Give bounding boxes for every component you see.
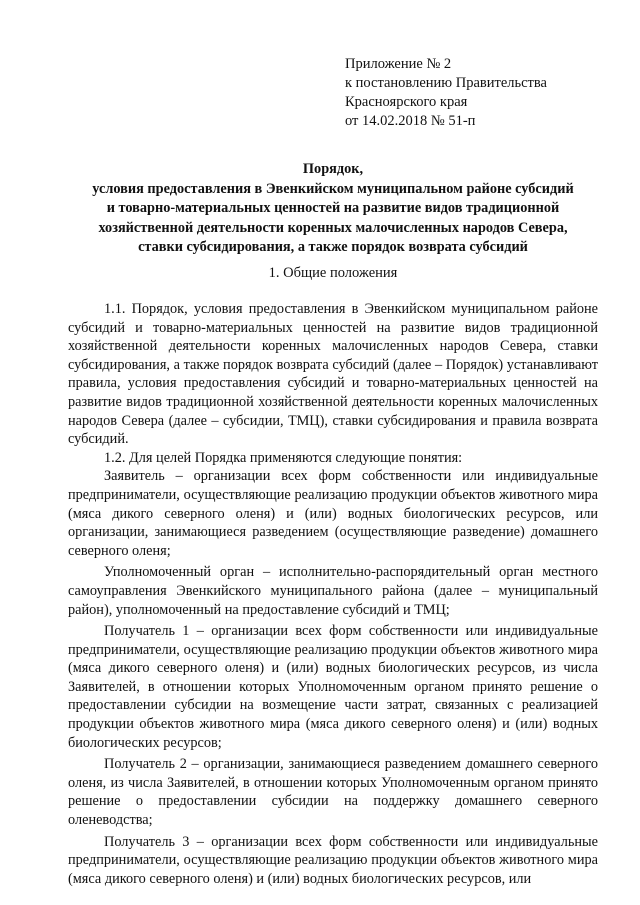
appendix-line-4: от 14.02.2018 № 51-п <box>345 113 476 129</box>
appendix-line-2: к постановлению Правительства <box>345 75 547 91</box>
definition-recipient-1: Получатель 1 – организации всех форм собственности или индивидуальные предприниматели, осуществляющие реализацию продукции объектов животного мира (мяса дикого северного оленя) и (или) водных биологических ресурсов, из числа Заявителей, в отношении которых Уполномоченным органом принято решение о предоставлении субсидии на возмещение части затрат, связанных с реализацией продукции объектов животного мира (мяса дикого северного оленя) и (или) водных биологических ресурсов; <box>68 623 598 751</box>
title-line-2: и товарно-материальных ценностей на развитие видов традиционной <box>106 200 560 217</box>
paragraph-1-2: 1.2. Для целей Порядка применяются следующие понятия: <box>104 449 463 466</box>
appendix-line-1: Приложение № 2 <box>345 56 452 72</box>
title-line-3: хозяйственной деятельности коренных малочисленных народов Севера, <box>98 219 568 236</box>
title-line-4: ставки субсидирования, а также порядок возврата субсидий <box>138 238 528 255</box>
definition-recipient-3: Получатель 3 – организации всех форм собственности или индивидуальные предприниматели, осуществляющие реализацию продукции объектов животного мира (мяса дикого северного оленя) и (или) водных биологических ресурсов, или <box>68 833 598 887</box>
title-line-1: условия предоставления в Эвенкийском муниципальном районе субсидий <box>92 181 574 198</box>
definition-recipient-2: Получатель 2 – организации, занимающиеся разведением домашнего северного оленя, из числа Заявителей, в отношении которых Уполномоченным органом принято решение о предоставлении субсидии на поддержку домашнего северного оленеводства; <box>68 756 598 829</box>
paragraph-1-1: 1.1. Порядок, условия предоставления в Эвенкийском муниципальном районе субсидий и товарно-материальных ценностей на развитие видов традиционной хозяйственной деятельности коренных малочисленных народов Севера, ставки субсидирования, а также порядок возврата субсидий (далее – Порядок) устанавливают правила, условия предоставления субсидий и товарно-материальных ценностей на развитие видов традиционной хозяйственной деятельности коренных малочисленных народов Севера (далее – субсидии, ТМЦ), ставки субсидирования и правила возврата субсидий. <box>68 301 598 448</box>
definition-authorized-body: Уполномоченный орган – исполнительно-распорядительный орган местного самоуправления Эвенкийского муниципального района (далее – муниципальный район), уполномоченный на предоставление субсидий и ТМЦ; <box>68 564 598 618</box>
definition-applicant: Заявитель – организации всех форм собственности или индивидуальные предприниматели, осуществляющие реализацию продукции объектов животного мира (мяса дикого северного оленя) и (или) водных биологических ресурсов, или организации, занимающиеся разведением (осуществляющие разведение) домашнего северного оленя; <box>68 468 598 559</box>
document-body <box>68 300 598 888</box>
document-title <box>68 160 598 257</box>
appendix-line-3: Красноярского края <box>345 94 468 110</box>
section-heading: 1. Общие положения <box>268 265 398 281</box>
appendix-block <box>345 55 547 131</box>
title-heading: Порядок, <box>302 161 364 177</box>
